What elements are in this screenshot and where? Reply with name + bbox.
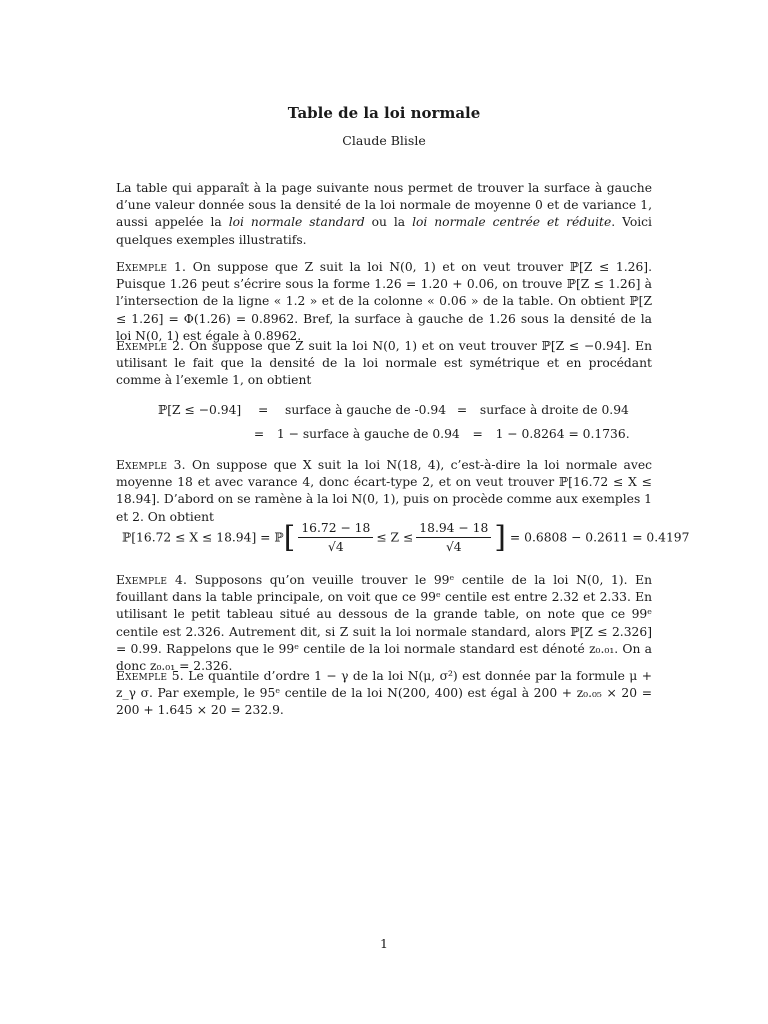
eq2-line1-equals: =: [257, 403, 269, 417]
example-1-text: On suppose que Z suit la loi N(0, 1) et on veut trouver ℙ[Z ≤ 1.26]. Puisque 1.26 peut s’écrire sous la forme 1.26 = 1.20 + 0.06, on trouve ℙ[Z ≤ 1.26] à l’intersection de la ligne « 1.2 » et de la colonne « 0.06 » de la table. On obtient ℙ[Z ≤ 1.26] = Φ(1.26) = 0.8962. Bref, la surface à gauche de 1.26 sous la densité de la loi N(0, 1) est égale à 0.8962.: [116, 260, 652, 343]
fraction-2-denominator: √4: [445, 540, 462, 554]
example-2-text: On suppose que Z suit la loi N(0, 1) et on veut trouver ℙ[Z ≤ −0.94]. En utilisant le fait que la densité de la loi normale est symétrique et en procédant comme à l’exemle 1, on obtient: [116, 339, 652, 388]
intro-text-a: La table qui apparaît à la page suivante nous permet de trouver la surface à gauche d’une valeur donnée sous la densité de la loi normale de moyenne 0 et de variance 1, aussi appelée la: [116, 181, 652, 230]
eq2-line1-lhs: ℙ[Z ≤ −0.94]: [158, 403, 242, 417]
example-1: [116, 259, 652, 345]
eq2-line2-equals: =: [253, 427, 265, 441]
author: Claude Blisle: [342, 133, 426, 148]
equation-2-line-1: [158, 403, 629, 417]
example-4-text: Supposons qu’on veuille trouver le 99ᵉ centile de la loi N(0, 1). En fouillant dans la table principale, on voit que ce 99ᵉ centile est entre 2.32 et 2.33. En utilisant le petit tableau situé au dessous de la grande table, on note que ce 99ᵉ centile est 2.326. Autrement dit, si Z suit la loi normale standard, alors ℙ[Z ≤ 2.326] = 0.99. Rappelons que le 99ᵉ centile de la loi normale standard est dénoté z₀.₀₁. On a donc z₀.₀₁ = 2.326.: [116, 573, 652, 674]
eq2-line2-mid: 1 − surface à gauche de 0.94: [276, 427, 460, 441]
example-3: [116, 457, 652, 526]
fraction-1-denominator: √4: [328, 540, 344, 554]
example-5-text: Le quantile d’ordre 1 − γ de la loi N(μ, σ²) est donnée par la formule μ + z_γ σ. Par exemple, le 95ᵉ centile de la loi N(200, 400) est égal à 200 + z₀.₀₅ × 20 = 200 + 1.645 × 20 = 232.9.: [116, 669, 652, 718]
example-3-label: Exemple 3.: [116, 458, 186, 472]
intro-term-centree: loi normale centrée et réduite: [412, 215, 612, 230]
example-2-label: Exemple 2.: [116, 339, 185, 353]
page-title: Table de la loi normale: [287, 104, 481, 122]
example-5-label: Exemple 5.: [116, 669, 184, 683]
intro-term-standard: loi normale standard: [228, 215, 365, 230]
eq2-line1-rhs: surface à droite de 0.94: [479, 403, 629, 417]
eq2-line2-equals-2: =: [472, 427, 483, 441]
equation-2-line-2: [249, 427, 630, 441]
intro-text-c: ou la: [364, 215, 413, 230]
eq3-rhs: = 0.6808 − 0.2611 = 0.4197: [509, 530, 690, 545]
example-4-label: Exemple 4.: [116, 573, 188, 587]
fraction-1: [298, 521, 373, 554]
eq2-line1-mid: surface à gauche de -0.94: [285, 403, 447, 417]
example-2: [116, 338, 652, 390]
eq2-line1-equals-2: =: [456, 403, 468, 417]
fraction-2: [416, 521, 491, 554]
fraction-1-numerator: 16.72 − 18: [298, 521, 373, 538]
example-3-text: On suppose que X suit la loi N(18, 4), c’est-à-dire la loi normale avec moyenne 18 et avec varance 4, donc écart-type 2, et on veut trouver ℙ[16.72 ≤ X ≤ 18.94]. D’abord on se ramène à la loi N(0, 1), puis on procède comme aux exemples 1 et 2. On obtient: [116, 458, 652, 524]
example-1-label: Exemple 1.: [116, 260, 187, 274]
example-5: [116, 668, 652, 720]
example-4: [116, 572, 652, 675]
eq3-lhs: ℙ[16.72 ≤ X ≤ 18.94] = ℙ: [122, 530, 284, 545]
right-bracket: ]: [494, 520, 506, 555]
left-bracket: [: [283, 520, 296, 555]
intro-text-e: . Voici quelques exemples illustratifs.: [116, 215, 652, 247]
fraction-2-numerator: 18.94 − 18: [416, 521, 491, 538]
page-number: 1: [380, 936, 388, 951]
intro-paragraph: [116, 180, 652, 249]
equation-3: [122, 520, 689, 555]
eq3-mid: ≤ Z ≤: [376, 530, 414, 545]
eq2-line2-rhs: 1 − 0.8264 = 0.1736.: [495, 427, 630, 441]
